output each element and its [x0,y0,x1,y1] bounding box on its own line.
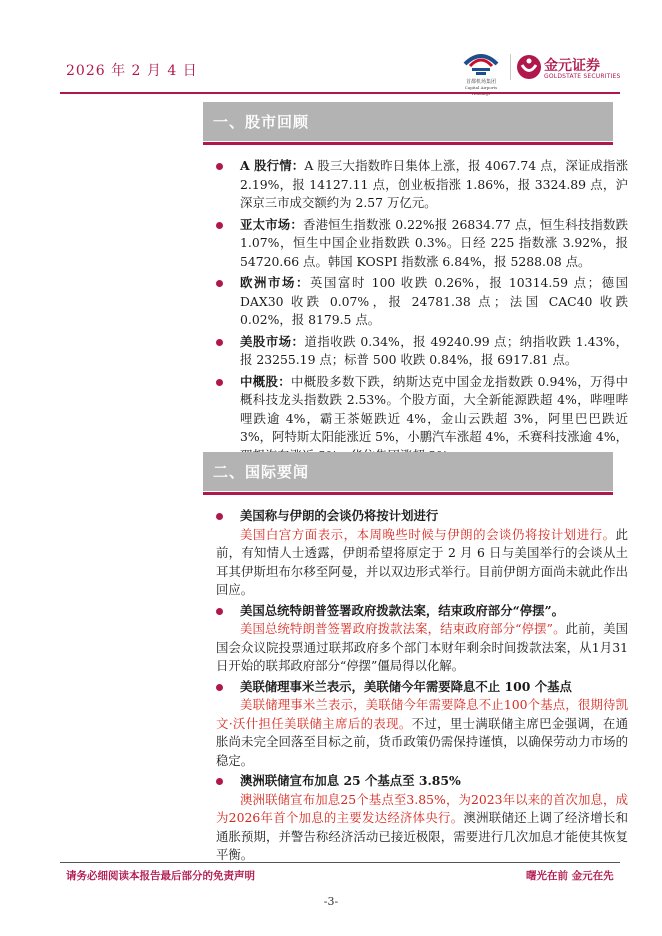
header-rule [60,92,620,94]
capital-airports-logo [456,46,506,92]
news-highlight: 美联储理事米兰表示，美联储今年需要降息不止100个基点，很期待凯文·沃什担任美联储主席后的表现。 [216,697,628,731]
news-highlight: 澳洲联储宣布加息25个基点至3.85%，为2023年以来的首次加息，成为2026年首个加息的主要发达经济体央行。 [216,791,628,825]
item-label: 亚太市场： [240,216,303,232]
list-item [216,157,628,213]
bullet-icon [216,163,223,170]
news-body [216,526,628,600]
item-text: 道指收跌 0.34%，报 49240.99 点；纳指收跌 1.43%，报 23255.19 点；标普 500 收跌 0.84%，报 6917.81 点。 [240,333,629,367]
news-detail: 此前，有知情人士透露，伊朗希望将原定于 2 月 6 日与美国举行的会谈从土耳其伊斯坦布尔移至阿曼，并以双边形式举行。目前伊朗方面尚未就此作出回应。 [216,526,628,597]
news-detail: 不过，里士满联储主席巴金强调，在通胀尚未完全回落至目标之前，货币政策仍需保持谨慎，以确保劳动力市场的稳定。 [216,715,628,768]
footer-slogan: 曙光在前 金元在先 [526,870,614,882]
page-number: -3- [323,895,339,908]
news-highlight: 美国白宫方面表示，本周晚些时候与伊朗的会谈仍将按计划进行。 [240,526,616,542]
goldstate-logo [516,50,626,86]
bullet-icon [216,339,223,346]
report-date: 2026 年 2 月 4 日 [66,63,198,79]
section-title: 二、国际要闻 [213,463,310,481]
item-text: 香港恒生指数涨 0.22%报 26834.77 点，恒生科技指数跌 1.07%，恒生中国企业指数跌 0.3%。日经 225 指数涨 3.92%，报 54720.66 点。韩国 KOSPI 指数涨 6.84%，报 5288.08 点。 [240,216,628,269]
bullet-icon [216,608,223,615]
logo1-name: 首都机场集团 [465,79,496,85]
logo-divider [510,54,511,80]
list-item [216,216,628,272]
news-detail: 此前，美国国会众议院投票通过联邦政府多个部门本财年剩余时间拨款法案，从1月31日开始的联邦政府部分“停摆”僵局得以化解。 [216,621,628,673]
international-news-list [216,507,628,865]
footer-rule [60,862,620,863]
item-label: 中概股： [240,373,292,389]
news-headline: 美国总统特朗普签署政府拨款法案，结束政府部分“停摆”。 [216,602,628,621]
item-text: 英国富时 100 收跌 0.26%，报 10314.59 点；德国 DAX30 收跌 0.07%，报 24781.38 点；法国 CAC40 收跌 0.02%，报 8179.5 点。 [240,275,629,327]
logo2-name: 金元证券 [544,58,600,74]
section-header-market-review [203,102,613,141]
list-item [216,333,628,370]
bullet-icon [216,280,223,287]
goldstate-emblem-icon [516,52,542,82]
news-body [216,620,628,676]
news-headline: 澳洲联储宣布加息 25 个基点至 3.85% [216,772,628,791]
news-headline: 美联储理事米兰表示，美联储今年需要降息不止 100 个基点 [216,678,628,697]
bullet-icon [216,684,223,691]
news-headline: 美国称与伊朗的会谈仍将按计划进行 [216,507,628,526]
section-underline [203,142,613,145]
disclaimer-note: 请务必细阅读本报告最后部分的免责声明 [66,870,255,882]
item-label: A 股行情： [240,158,305,173]
item-label: 欧洲市场： [240,275,311,290]
news-detail: 澳洲联储还上调了经济增长和通胀预期，并警告称经济活动已接近极限，需要进行几次加息才能使其恢复平衡。 [216,810,628,862]
capital-airports-emblem-icon [456,46,506,79]
section-header-international-news [203,452,613,491]
logo1-en: Capital Airports [464,85,498,90]
list-item [216,274,628,330]
item-text: A 股三大指数昨日集体上涨，报 4067.74 点，深证成指涨 2.19%，报 14127.11 点，创业板指涨 1.86%，报 3324.89 点，沪深京三市成交额约为 2.57 万亿元。 [240,158,628,210]
bullet-icon [216,778,223,785]
section-underline [203,492,613,495]
bullet-icon [216,222,223,229]
item-text: 中概股多数下跌，纳斯达克中国金龙指数跌 0.94%，万得中概科技龙头指数跌 2.53%。个股方面，大全新能源跌超 4%，哔哩哔哩跌逾 4%，霸王茶姬跌近 4%，金山云跌超 3%，阿里巴巴跌近 3%，阿特斯太阳能涨近 5%，小鹏汽车涨超 4%，禾赛科技涨逾 4%， [240,373,628,444]
news-body [216,696,628,770]
news-body [216,791,628,865]
bullet-icon [216,379,223,386]
section-title: 一、股市回顾 [213,113,310,131]
news-highlight: 美国总统特朗普签署政府拨款法案，结束政府部分“停摆”。 [240,621,566,636]
market-review-list [216,157,628,465]
item-label: 美股市场： [240,333,305,349]
logo2-en: GOLDSTATE SECURITIES [544,73,621,80]
bullet-icon [216,513,223,520]
